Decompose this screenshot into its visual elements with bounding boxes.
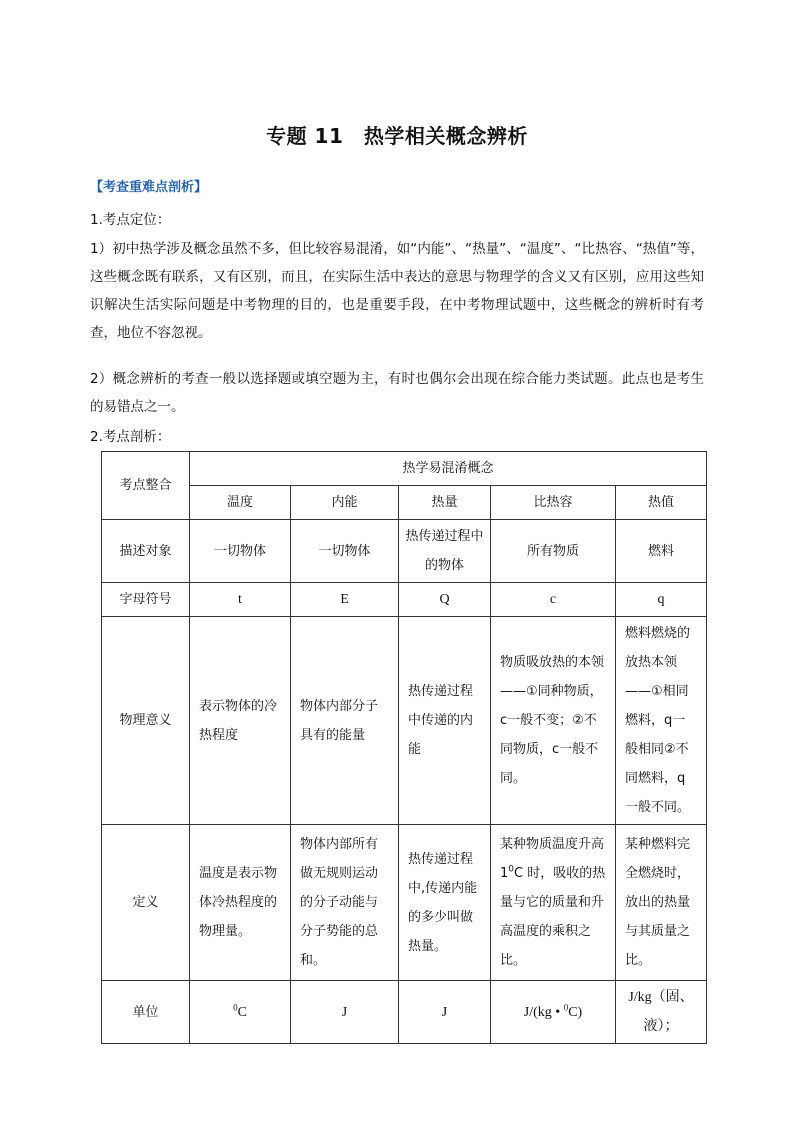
unit-specific-heat-after: C) xyxy=(568,1004,583,1020)
cell-meaning-internal-energy: 物体内部分子具有的能量 xyxy=(291,617,399,825)
definition-specific-heat-text-before: 某种物质温度升高 1 xyxy=(500,837,605,881)
degree-superscript: 0 xyxy=(233,1001,238,1012)
unit-celsius-text: C xyxy=(237,1004,247,1020)
paragraph-concept-overview: 1）初中热学涉及概念虽然不多，但比较容易混淆，如“内能”、“热量”、“温度”、“比热容、“热值”等，这些概念既有联系，又有区别，而且，在实际生活中表达的意思与物理学的含义又有区别，应用这些知识解决生活实际问题是中考物理的目的，也是重要手段，在中考物理试题中，这些概念的辨析时有考查，地位不容忽视。 xyxy=(90,241,704,341)
table-row-describe xyxy=(102,520,707,583)
cell-meaning-specific-heat: 物质吸放热的本领——①同种物质，c一般不变；②不同物质，c一般不同。 xyxy=(491,617,616,825)
cell-definition-internal-energy: 物体内部所有做无规则运动的分子动能与分子势能的总和。 xyxy=(291,825,399,981)
cell-symbol-heat: Q xyxy=(399,583,491,617)
section-heading: 【考查重难点剖析】 xyxy=(90,180,208,195)
cell-unit-specific-heat xyxy=(491,981,616,1044)
unit-specific-heat-before: J/(kg • xyxy=(523,1004,564,1020)
cell-unit-internal-energy: J xyxy=(291,981,399,1044)
column-header-temperature: 温度 xyxy=(190,486,291,520)
cell-describe-heat-value: 燃料 xyxy=(616,520,707,583)
cell-unit-temperature xyxy=(190,981,291,1044)
cell-meaning-heat: 热传递过程中传递的内能 xyxy=(399,617,491,825)
row-label-symbol: 字母符号 xyxy=(102,583,190,617)
cell-symbol-heat-value: q xyxy=(616,583,707,617)
paragraph-question-types: 2）概念辨析的考查一般以选择题或填空题为主，有时也偶尔会出现在综合能力类试题。此点也是考生的易错点之一。 xyxy=(90,371,704,415)
paragraph-exam-positioning: 1.考点定位： xyxy=(90,212,171,228)
definition-specific-heat-text-after: C 时，吸收的热量与它的质量和升高温度的乘积之比。 xyxy=(500,866,606,968)
column-header-internal-energy: 内能 xyxy=(291,486,399,520)
table-row-symbol xyxy=(102,583,707,617)
page-title: 专题 11 热学相关概念辨析 xyxy=(266,124,528,148)
cell-describe-specific-heat: 所有物质 xyxy=(491,520,616,583)
cell-definition-temperature: 温度是表示物体冷热程度的物理量。 xyxy=(190,825,291,981)
row-label-meaning: 物理意义 xyxy=(102,617,190,825)
cell-definition-heat-value: 某种燃料完全燃烧时，放出的热量与其质量之比。 xyxy=(616,825,707,981)
row-label-unit: 单位 xyxy=(102,981,190,1044)
column-header-heat: 热量 xyxy=(399,486,491,520)
cell-symbol-internal-energy: E xyxy=(291,583,399,617)
cell-describe-temperature: 一切物体 xyxy=(190,520,291,583)
cell-meaning-heat-value: 燃料燃烧的放热本领——①相同燃料，q一般相同②不同燃料，q一般不同。 xyxy=(616,617,707,825)
column-header-heat-value: 热值 xyxy=(616,486,707,520)
cell-symbol-specific-heat: c xyxy=(491,583,616,617)
column-header-specific-heat: 比热容 xyxy=(491,486,616,520)
row-label-describe: 描述对象 xyxy=(102,520,190,583)
table-row-definition xyxy=(102,825,707,981)
table-row-unit xyxy=(102,981,707,1044)
cell-unit-heat-value: J/kg（固、液）； xyxy=(616,981,707,1044)
table-row-meaning xyxy=(102,617,707,825)
degree-superscript: 0 xyxy=(508,864,515,875)
degree-superscript: 0 xyxy=(563,1001,569,1012)
cell-describe-heat: 热传递过程中的物体 xyxy=(399,520,491,583)
table-corner-cell: 考点整合 xyxy=(102,452,190,520)
table-group-header: 热学易混淆概念 xyxy=(190,452,707,486)
cell-describe-internal-energy: 一切物体 xyxy=(291,520,399,583)
concept-comparison-table xyxy=(101,451,707,1044)
table-column-header-row xyxy=(102,486,707,520)
cell-unit-heat: J xyxy=(399,981,491,1044)
table-header-row xyxy=(102,452,707,486)
cell-definition-specific-heat xyxy=(491,825,616,981)
paragraph-analysis-heading: 2.考点剖析： xyxy=(90,429,171,445)
cell-definition-heat: 热传递过程中,传递内能的多少叫做热量。 xyxy=(399,825,491,981)
row-label-definition: 定义 xyxy=(102,825,190,981)
cell-meaning-temperature: 表示物体的冷热程度 xyxy=(190,617,291,825)
cell-symbol-temperature: t xyxy=(190,583,291,617)
